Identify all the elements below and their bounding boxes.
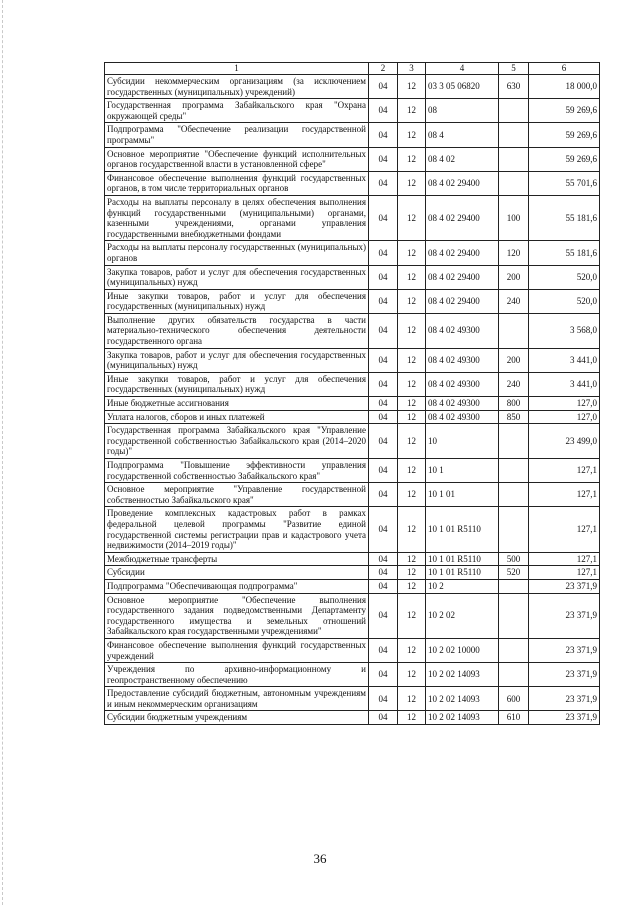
header-col-5: 5 [499,63,529,75]
cell-amount: 23 499,0 [529,424,600,459]
cell-subsection: 12 [398,99,426,123]
cell-subsection: 12 [398,711,426,725]
cell-expense-type [499,507,529,552]
cell-subsection: 12 [398,397,426,411]
cell-section: 04 [369,459,398,483]
cell-expense-type [499,459,529,483]
cell-subsection: 12 [398,195,426,240]
cell-name: Государственная программа Забайкальского края "Охрана окружающей среды" [105,99,369,123]
cell-expense-type [499,99,529,123]
cell-section: 04 [369,265,398,289]
cell-section: 04 [369,593,398,638]
cell-section: 04 [369,348,398,372]
cell-section: 04 [369,123,398,147]
cell-expense-type: 520 [499,566,529,580]
header-col-6: 6 [529,63,600,75]
table-row [105,147,600,171]
cell-subsection: 12 [398,265,426,289]
cell-section: 04 [369,372,398,396]
cell-subsection: 12 [398,483,426,507]
cell-amount: 59 269,6 [529,99,600,123]
table-row [105,424,600,459]
cell-subsection: 12 [398,372,426,396]
cell-name: Финансовое обеспечение выполнения функций государственных учреждений [105,638,369,662]
cell-amount: 127,1 [529,507,600,552]
page-number: 36 [313,851,327,866]
cell-name: Основное мероприятие "Обеспечение функций исполнительных органов государственной власти в установленной сфере" [105,147,369,171]
cell-target-article: 10 1 01 R5110 [426,552,499,566]
cell-name: Закупка товаров, работ и услуг для обеспечения государственных (муниципальных) нужд [105,348,369,372]
cell-section: 04 [369,171,398,195]
cell-subsection: 12 [398,663,426,687]
cell-amount: 55 181,6 [529,241,600,265]
cell-subsection: 12 [398,552,426,566]
cell-expense-type [499,123,529,147]
table-row [105,638,600,662]
cell-target-article: 08 4 02 29400 [426,265,499,289]
cell-section: 04 [369,579,398,593]
cell-section: 04 [369,711,398,725]
table-row [105,552,600,566]
cell-target-article: 08 4 02 29400 [426,195,499,240]
cell-subsection: 12 [398,579,426,593]
table-row [105,348,600,372]
cell-target-article: 03 3 05 06820 [426,75,499,99]
cell-subsection: 12 [398,171,426,195]
cell-subsection: 12 [398,313,426,348]
cell-expense-type [499,638,529,662]
cell-expense-type: 240 [499,372,529,396]
cell-amount: 3 568,0 [529,313,600,348]
cell-name: Выполнение других обязательств государства в части материально-технического обеспечения деятельности государственного органа [105,313,369,348]
cell-target-article: 08 4 02 49300 [426,410,499,424]
cell-section: 04 [369,552,398,566]
cell-name: Основное мероприятие "Управление государственной собственностью Забайкальского края" [105,483,369,507]
cell-name: Иные закупки товаров, работ и услуг для обеспечения государственных (муниципальных) нужд [105,289,369,313]
cell-section: 04 [369,687,398,711]
cell-amount: 127,1 [529,459,600,483]
cell-name: Проведение комплексных кадастровых работ в рамках федеральной целевой программы "Развитие единой государственной системы регистрации прав и кадастрового учета недвижимости (2014–2019 годы)" [105,507,369,552]
table-row [105,459,600,483]
cell-amount: 23 371,9 [529,638,600,662]
cell-subsection: 12 [398,289,426,313]
cell-target-article: 10 [426,424,499,459]
table-row [105,483,600,507]
cell-amount: 55 181,6 [529,195,600,240]
table-row [105,171,600,195]
cell-amount: 127,1 [529,552,600,566]
cell-name: Уплата налогов, сборов и иных платежей [105,410,369,424]
cell-amount: 127,0 [529,397,600,411]
table-row [105,711,600,725]
header-col-3: 3 [398,63,426,75]
cell-section: 04 [369,75,398,99]
cell-name: Подпрограмма "Обеспечение реализации государственной программы" [105,123,369,147]
cell-target-article: 08 4 [426,123,499,147]
cell-target-article: 10 1 01 [426,483,499,507]
cell-expense-type: 120 [499,241,529,265]
cell-target-article: 08 4 02 49300 [426,372,499,396]
table-row [105,566,600,580]
cell-section: 04 [369,483,398,507]
cell-subsection: 12 [398,147,426,171]
header-col-2: 2 [369,63,398,75]
budget-table [104,62,600,725]
cell-target-article: 10 1 01 R5110 [426,566,499,580]
cell-subsection: 12 [398,424,426,459]
cell-section: 04 [369,638,398,662]
cell-name: Межбюджетные трансферты [105,552,369,566]
cell-amount: 520,0 [529,265,600,289]
cell-target-article: 10 2 [426,579,499,593]
cell-amount: 3 441,0 [529,348,600,372]
cell-expense-type: 240 [499,289,529,313]
table-row [105,410,600,424]
table-row [105,579,600,593]
cell-subsection: 12 [398,593,426,638]
cell-name: Государственная программа Забайкальского края "Управление государственной собственностью Забайкальского края (2014–2020 годы)" [105,424,369,459]
cell-expense-type [499,171,529,195]
cell-amount: 127,1 [529,566,600,580]
cell-expense-type: 600 [499,687,529,711]
cell-expense-type: 800 [499,397,529,411]
table-row [105,241,600,265]
cell-target-article: 08 4 02 29400 [426,241,499,265]
cell-expense-type [499,313,529,348]
table-row [105,195,600,240]
cell-expense-type: 200 [499,348,529,372]
table-row [105,397,600,411]
cell-target-article: 10 2 02 14093 [426,663,499,687]
header-col-4: 4 [426,63,499,75]
cell-target-article: 08 4 02 29400 [426,171,499,195]
table-row [105,663,600,687]
cell-amount: 3 441,0 [529,372,600,396]
cell-expense-type [499,593,529,638]
cell-subsection: 12 [398,566,426,580]
cell-amount: 127,0 [529,410,600,424]
cell-amount: 23 371,9 [529,579,600,593]
table-row [105,687,600,711]
table-row [105,99,600,123]
cell-target-article: 10 2 02 [426,593,499,638]
table-row [105,265,600,289]
table-body [105,75,600,725]
cell-amount: 23 371,9 [529,687,600,711]
cell-expense-type: 610 [499,711,529,725]
cell-expense-type: 100 [499,195,529,240]
cell-amount: 18 000,0 [529,75,600,99]
cell-expense-type [499,147,529,171]
cell-amount: 55 701,6 [529,171,600,195]
cell-amount: 59 269,6 [529,123,600,147]
cell-target-article: 08 4 02 49300 [426,313,499,348]
table-row [105,289,600,313]
cell-target-article: 10 2 02 10000 [426,638,499,662]
table-row [105,75,600,99]
cell-target-article: 08 [426,99,499,123]
cell-target-article: 08 4 02 49300 [426,348,499,372]
cell-target-article: 10 1 [426,459,499,483]
cell-target-article: 08 4 02 49300 [426,397,499,411]
cell-subsection: 12 [398,348,426,372]
cell-name: Субсидии некоммерческим организациям (за исключением государственных (муниципальных) учреждений) [105,75,369,99]
cell-name: Субсидии [105,566,369,580]
cell-subsection: 12 [398,459,426,483]
cell-name: Закупка товаров, работ и услуг для обеспечения государственных (муниципальных) нужд [105,265,369,289]
table-row [105,507,600,552]
cell-expense-type: 630 [499,75,529,99]
cell-section: 04 [369,397,398,411]
cell-subsection: 12 [398,241,426,265]
cell-name: Подпрограмма "Обеспечивающая подпрограмма" [105,579,369,593]
cell-name: Учреждения по архивно-информационному и геопространственному обеспечению [105,663,369,687]
cell-name: Основное мероприятие "Обеспечение выполнения государственного задания подведомственными Департаменту государственного имущества и земельных отношений Забайкальского края государственными учреждениями" [105,593,369,638]
table-header-row [105,63,600,75]
cell-section: 04 [369,99,398,123]
cell-subsection: 12 [398,123,426,147]
cell-expense-type [499,579,529,593]
cell-expense-type [499,663,529,687]
cell-amount: 23 371,9 [529,593,600,638]
cell-section: 04 [369,289,398,313]
cell-subsection: 12 [398,507,426,552]
cell-amount: 59 269,6 [529,147,600,171]
cell-name: Иные бюджетные ассигнования [105,397,369,411]
cell-expense-type [499,483,529,507]
cell-name: Расходы на выплаты персоналу государственных (муниципальных) органов [105,241,369,265]
table-row [105,313,600,348]
table-row [105,593,600,638]
table-row [105,123,600,147]
table-row [105,372,600,396]
cell-section: 04 [369,241,398,265]
cell-expense-type: 850 [499,410,529,424]
cell-section: 04 [369,147,398,171]
cell-target-article: 10 2 02 14093 [426,687,499,711]
cell-section: 04 [369,313,398,348]
scan-edge-line [2,0,4,905]
cell-expense-type [499,424,529,459]
cell-target-article: 08 4 02 29400 [426,289,499,313]
cell-target-article: 08 4 02 [426,147,499,171]
cell-subsection: 12 [398,75,426,99]
cell-target-article: 10 2 02 14093 [426,711,499,725]
header-col-1: 1 [105,63,369,75]
cell-name: Иные закупки товаров, работ и услуг для обеспечения государственных (муниципальных) нужд [105,372,369,396]
cell-amount: 23 371,9 [529,663,600,687]
cell-amount: 127,1 [529,483,600,507]
cell-name: Субсидии бюджетным учреждениям [105,711,369,725]
cell-section: 04 [369,410,398,424]
cell-name: Предоставление субсидий бюджетным, автономным учреждениям и иным некоммерческим организациям [105,687,369,711]
cell-section: 04 [369,663,398,687]
cell-name: Расходы на выплаты персоналу в целях обеспечения выполнения функций государственными (муниципальными) органами, казенными учреждениями, органами управления государственными внебюджетными фондами [105,195,369,240]
cell-target-article: 10 1 01 R5110 [426,507,499,552]
cell-name: Финансовое обеспечение выполнения функций государственных органов, в том числе территориальных органов [105,171,369,195]
cell-subsection: 12 [398,687,426,711]
cell-section: 04 [369,566,398,580]
cell-subsection: 12 [398,410,426,424]
cell-name: Подпрограмма "Повышение эффективности управления государственной собственностью Забайкальского края" [105,459,369,483]
cell-section: 04 [369,424,398,459]
cell-amount: 520,0 [529,289,600,313]
cell-subsection: 12 [398,638,426,662]
cell-section: 04 [369,195,398,240]
cell-expense-type: 500 [499,552,529,566]
cell-expense-type: 200 [499,265,529,289]
cell-section: 04 [369,507,398,552]
cell-amount: 23 371,9 [529,711,600,725]
